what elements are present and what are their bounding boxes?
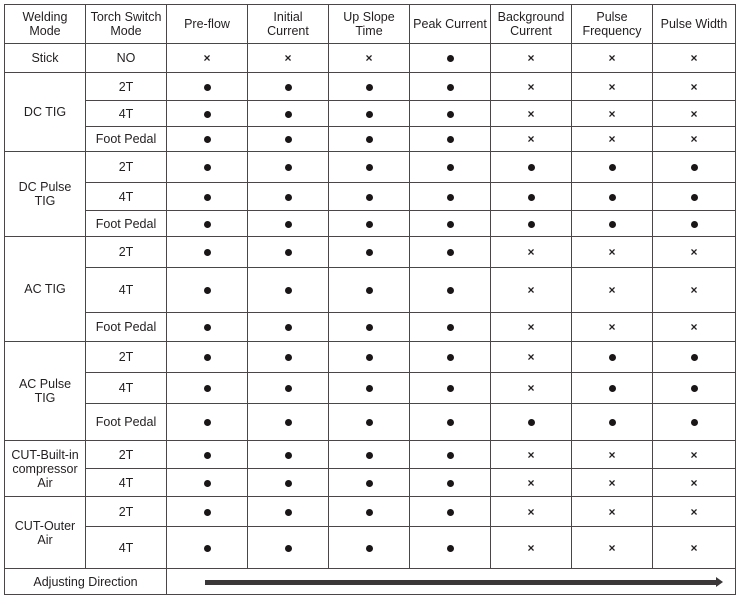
value-cell [167, 469, 248, 497]
value-cell [329, 127, 410, 152]
dot-icon [204, 221, 211, 228]
value-cell [329, 441, 410, 469]
cross-icon: × [690, 447, 698, 462]
torch-switch-cell: 4T [86, 469, 167, 497]
table-row [5, 497, 736, 527]
value-cell [167, 342, 248, 373]
dot-icon [285, 249, 292, 256]
dot-icon [366, 84, 373, 91]
cross-icon: × [527, 79, 535, 94]
value-cell [653, 469, 736, 497]
table-row [5, 152, 736, 183]
value-cell [653, 127, 736, 152]
value-cell [572, 183, 653, 211]
dot-icon [204, 480, 211, 487]
value-cell [572, 268, 653, 313]
value-cell [410, 441, 491, 469]
value-cell [410, 342, 491, 373]
value-cell [329, 404, 410, 441]
torch-switch-cell: 4T [86, 183, 167, 211]
column-header: Background Current [491, 5, 572, 44]
dot-icon [204, 164, 211, 171]
value-cell [572, 527, 653, 569]
table-row [5, 313, 736, 342]
value-cell [329, 342, 410, 373]
torch-switch-cell: Foot Pedal [86, 127, 167, 152]
value-cell [248, 268, 329, 313]
cross-icon: × [527, 540, 535, 555]
value-cell [329, 211, 410, 237]
value-cell [410, 211, 491, 237]
value-cell [410, 373, 491, 404]
dot-icon [366, 287, 373, 294]
value-cell [329, 497, 410, 527]
value-cell [167, 441, 248, 469]
table-row [5, 101, 736, 127]
adjusting-direction-arrow-cell [167, 569, 736, 595]
value-cell [572, 73, 653, 101]
dot-icon [447, 287, 454, 294]
value-cell [491, 441, 572, 469]
value-cell [248, 527, 329, 569]
dot-icon [447, 545, 454, 552]
value-cell [248, 152, 329, 183]
value-cell [653, 268, 736, 313]
dot-icon [609, 194, 616, 201]
value-cell [329, 73, 410, 101]
value-cell [491, 469, 572, 497]
cross-icon: × [608, 283, 616, 297]
dot-icon [366, 480, 373, 487]
value-cell [491, 497, 572, 527]
torch-switch-cell: 2T [86, 237, 167, 268]
value-cell [572, 313, 653, 342]
dot-icon [204, 136, 211, 143]
dot-icon [204, 452, 211, 459]
welding-mode-cell: Stick [5, 44, 86, 73]
value-cell [572, 237, 653, 268]
adjusting-direction-row [5, 569, 736, 595]
value-cell [248, 44, 329, 73]
dot-icon [366, 164, 373, 171]
value-cell [410, 469, 491, 497]
torch-switch-cell: 4T [86, 527, 167, 569]
dot-icon [285, 287, 292, 294]
dot-icon [285, 545, 292, 552]
dot-icon [204, 354, 211, 361]
dot-icon [366, 509, 373, 516]
value-cell [248, 211, 329, 237]
dot-icon [528, 221, 535, 228]
dot-icon [366, 452, 373, 459]
value-cell [491, 404, 572, 441]
cross-icon: × [608, 51, 616, 65]
value-cell [491, 211, 572, 237]
value-cell [167, 527, 248, 569]
value-cell [653, 497, 736, 527]
value-cell [248, 101, 329, 127]
cross-icon: × [608, 245, 616, 259]
right-arrow-icon [205, 580, 717, 585]
value-cell [248, 127, 329, 152]
dot-icon [204, 194, 211, 201]
dot-icon [691, 385, 698, 392]
dot-icon [204, 419, 211, 426]
cross-icon: × [527, 504, 535, 519]
dot-icon [366, 354, 373, 361]
dot-icon [285, 509, 292, 516]
table-row [5, 469, 736, 497]
value-cell [410, 127, 491, 152]
value-cell [653, 211, 736, 237]
dot-icon [285, 164, 292, 171]
value-cell [572, 211, 653, 237]
cross-icon: × [284, 51, 292, 65]
dot-icon [366, 385, 373, 392]
cross-icon: × [365, 51, 373, 65]
value-cell [167, 101, 248, 127]
cross-icon: × [203, 51, 211, 65]
dot-icon [285, 354, 292, 361]
table-row [5, 373, 736, 404]
table-row [5, 342, 736, 373]
cross-icon: × [690, 51, 698, 65]
column-header: Welding Mode [5, 5, 86, 44]
cross-icon: × [608, 447, 616, 462]
cross-icon: × [690, 504, 698, 519]
dot-icon [204, 249, 211, 256]
value-cell [491, 373, 572, 404]
table-row [5, 527, 736, 569]
table-row [5, 127, 736, 152]
torch-switch-cell: 2T [86, 152, 167, 183]
dot-icon [366, 419, 373, 426]
value-cell [653, 237, 736, 268]
dot-icon [366, 324, 373, 331]
dot-icon [366, 545, 373, 552]
value-cell [329, 469, 410, 497]
dot-icon [609, 354, 616, 361]
dot-icon [528, 164, 535, 171]
dot-icon [528, 194, 535, 201]
value-cell [167, 404, 248, 441]
table-row [5, 183, 736, 211]
value-cell [329, 237, 410, 268]
dot-icon [447, 164, 454, 171]
column-header: Up Slope Time [329, 5, 410, 44]
cross-icon: × [527, 51, 535, 65]
value-cell [491, 268, 572, 313]
dot-icon [691, 164, 698, 171]
dot-icon [691, 221, 698, 228]
cross-icon: × [608, 475, 616, 490]
value-cell [410, 152, 491, 183]
dot-icon [285, 480, 292, 487]
torch-switch-cell: 2T [86, 342, 167, 373]
value-cell [653, 73, 736, 101]
dot-icon [447, 55, 454, 62]
torch-switch-cell: 4T [86, 101, 167, 127]
value-cell [329, 527, 410, 569]
value-cell [653, 313, 736, 342]
value-cell [329, 152, 410, 183]
value-cell [410, 237, 491, 268]
cross-icon: × [608, 504, 616, 519]
dot-icon [447, 419, 454, 426]
table-row [5, 441, 736, 469]
dot-icon [285, 84, 292, 91]
value-cell [572, 342, 653, 373]
value-cell [410, 73, 491, 101]
value-cell [167, 127, 248, 152]
table-row [5, 268, 736, 313]
value-cell [653, 101, 736, 127]
dot-icon [366, 111, 373, 118]
value-cell [410, 497, 491, 527]
dot-icon [447, 194, 454, 201]
cross-icon: × [690, 245, 698, 259]
cross-icon: × [527, 106, 535, 121]
value-cell [491, 152, 572, 183]
dot-icon [691, 354, 698, 361]
cross-icon: × [608, 320, 616, 334]
value-cell [248, 373, 329, 404]
welding-parameter-table [4, 4, 736, 595]
welding-mode-cell: AC Pulse TIG [5, 342, 86, 441]
table-row [5, 237, 736, 268]
welding-mode-cell: DC TIG [5, 73, 86, 152]
value-cell [572, 441, 653, 469]
cross-icon: × [690, 475, 698, 490]
cross-icon: × [527, 350, 535, 364]
dot-icon [204, 84, 211, 91]
column-header: Pulse Frequency [572, 5, 653, 44]
column-header: Initial Current [248, 5, 329, 44]
table-row [5, 404, 736, 441]
dot-icon [609, 385, 616, 392]
header-row [5, 5, 736, 44]
torch-switch-cell: 4T [86, 373, 167, 404]
value-cell [248, 469, 329, 497]
dot-icon [285, 452, 292, 459]
value-cell [572, 101, 653, 127]
torch-switch-cell: NO [86, 44, 167, 73]
value-cell [572, 127, 653, 152]
column-header: Pulse Width [653, 5, 736, 44]
dot-icon [204, 509, 211, 516]
dot-icon [447, 111, 454, 118]
dot-icon [447, 249, 454, 256]
value-cell [653, 44, 736, 73]
value-cell [491, 527, 572, 569]
dot-icon [204, 324, 211, 331]
value-cell [572, 373, 653, 404]
dot-icon [447, 452, 454, 459]
value-cell [410, 404, 491, 441]
dot-icon [285, 194, 292, 201]
value-cell [167, 183, 248, 211]
cross-icon: × [608, 106, 616, 121]
dot-icon [609, 164, 616, 171]
value-cell [167, 313, 248, 342]
value-cell [410, 268, 491, 313]
torch-switch-cell: 2T [86, 73, 167, 101]
value-cell [167, 497, 248, 527]
value-cell [248, 342, 329, 373]
dot-icon [204, 111, 211, 118]
value-cell [491, 183, 572, 211]
cross-icon: × [690, 540, 698, 555]
value-cell [329, 101, 410, 127]
value-cell [653, 183, 736, 211]
value-cell [410, 101, 491, 127]
value-cell [572, 44, 653, 73]
torch-switch-cell: Foot Pedal [86, 313, 167, 342]
value-cell [248, 404, 329, 441]
value-cell [653, 527, 736, 569]
cross-icon: × [608, 132, 616, 146]
dot-icon [447, 480, 454, 487]
value-cell [653, 404, 736, 441]
value-cell [167, 237, 248, 268]
value-cell [572, 404, 653, 441]
dot-icon [204, 385, 211, 392]
dot-icon [447, 324, 454, 331]
torch-switch-cell: Foot Pedal [86, 211, 167, 237]
dot-icon [447, 385, 454, 392]
value-cell [329, 313, 410, 342]
value-cell [167, 373, 248, 404]
dot-icon [609, 221, 616, 228]
value-cell [491, 101, 572, 127]
dot-icon [447, 509, 454, 516]
value-cell [248, 497, 329, 527]
dot-icon [366, 249, 373, 256]
value-cell [329, 373, 410, 404]
value-cell [167, 152, 248, 183]
value-cell [491, 237, 572, 268]
value-cell [653, 342, 736, 373]
cross-icon: × [527, 283, 535, 297]
cross-icon: × [608, 540, 616, 555]
table-row [5, 44, 736, 73]
table-row [5, 211, 736, 237]
dot-icon [285, 111, 292, 118]
dot-icon [528, 419, 535, 426]
value-cell [572, 469, 653, 497]
welding-mode-cell: CUT-Outer Air [5, 497, 86, 569]
cross-icon: × [527, 475, 535, 490]
cross-icon: × [690, 320, 698, 334]
dot-icon [285, 419, 292, 426]
value-cell [410, 313, 491, 342]
cross-icon: × [690, 132, 698, 146]
column-header: Peak Current [410, 5, 491, 44]
value-cell [167, 44, 248, 73]
dot-icon [609, 419, 616, 426]
dot-icon [366, 221, 373, 228]
value-cell [248, 441, 329, 469]
value-cell [167, 211, 248, 237]
value-cell [491, 313, 572, 342]
dot-icon [691, 419, 698, 426]
value-cell [248, 237, 329, 268]
dot-icon [447, 354, 454, 361]
dot-icon [366, 136, 373, 143]
cross-icon: × [527, 245, 535, 259]
dot-icon [366, 194, 373, 201]
torch-switch-cell: 4T [86, 268, 167, 313]
torch-switch-cell: Foot Pedal [86, 404, 167, 441]
value-cell [167, 73, 248, 101]
value-cell [491, 342, 572, 373]
value-cell [491, 73, 572, 101]
dot-icon [285, 324, 292, 331]
torch-switch-cell: 2T [86, 441, 167, 469]
welding-mode-cell: DC Pulse TIG [5, 152, 86, 237]
dot-icon [691, 194, 698, 201]
cross-icon: × [690, 79, 698, 94]
value-cell [329, 268, 410, 313]
value-cell [410, 527, 491, 569]
value-cell [653, 152, 736, 183]
column-header: Pre-flow [167, 5, 248, 44]
cross-icon: × [608, 79, 616, 94]
dot-icon [285, 385, 292, 392]
welding-mode-cell: CUT-Built-in compressor Air [5, 441, 86, 497]
cross-icon: × [527, 447, 535, 462]
column-header: Torch Switch Mode [86, 5, 167, 44]
value-cell [167, 268, 248, 313]
value-cell [248, 313, 329, 342]
dot-icon [204, 545, 211, 552]
dot-icon [204, 287, 211, 294]
value-cell [491, 44, 572, 73]
dot-icon [447, 136, 454, 143]
value-cell [653, 441, 736, 469]
dot-icon [447, 84, 454, 91]
value-cell [410, 44, 491, 73]
cross-icon: × [690, 106, 698, 121]
value-cell [653, 373, 736, 404]
value-cell [572, 152, 653, 183]
cross-icon: × [690, 283, 698, 297]
dot-icon [285, 221, 292, 228]
torch-switch-cell: 2T [86, 497, 167, 527]
cross-icon: × [527, 132, 535, 146]
dot-icon [285, 136, 292, 143]
cross-icon: × [527, 381, 535, 395]
table-row [5, 73, 736, 101]
dot-icon [447, 221, 454, 228]
value-cell [491, 127, 572, 152]
value-cell [248, 73, 329, 101]
value-cell [410, 183, 491, 211]
welding-mode-cell: AC TIG [5, 237, 86, 342]
value-cell [248, 183, 329, 211]
value-cell [329, 183, 410, 211]
cross-icon: × [527, 320, 535, 334]
adjusting-direction-label: Adjusting Direction [5, 569, 167, 595]
value-cell [572, 497, 653, 527]
value-cell [329, 44, 410, 73]
